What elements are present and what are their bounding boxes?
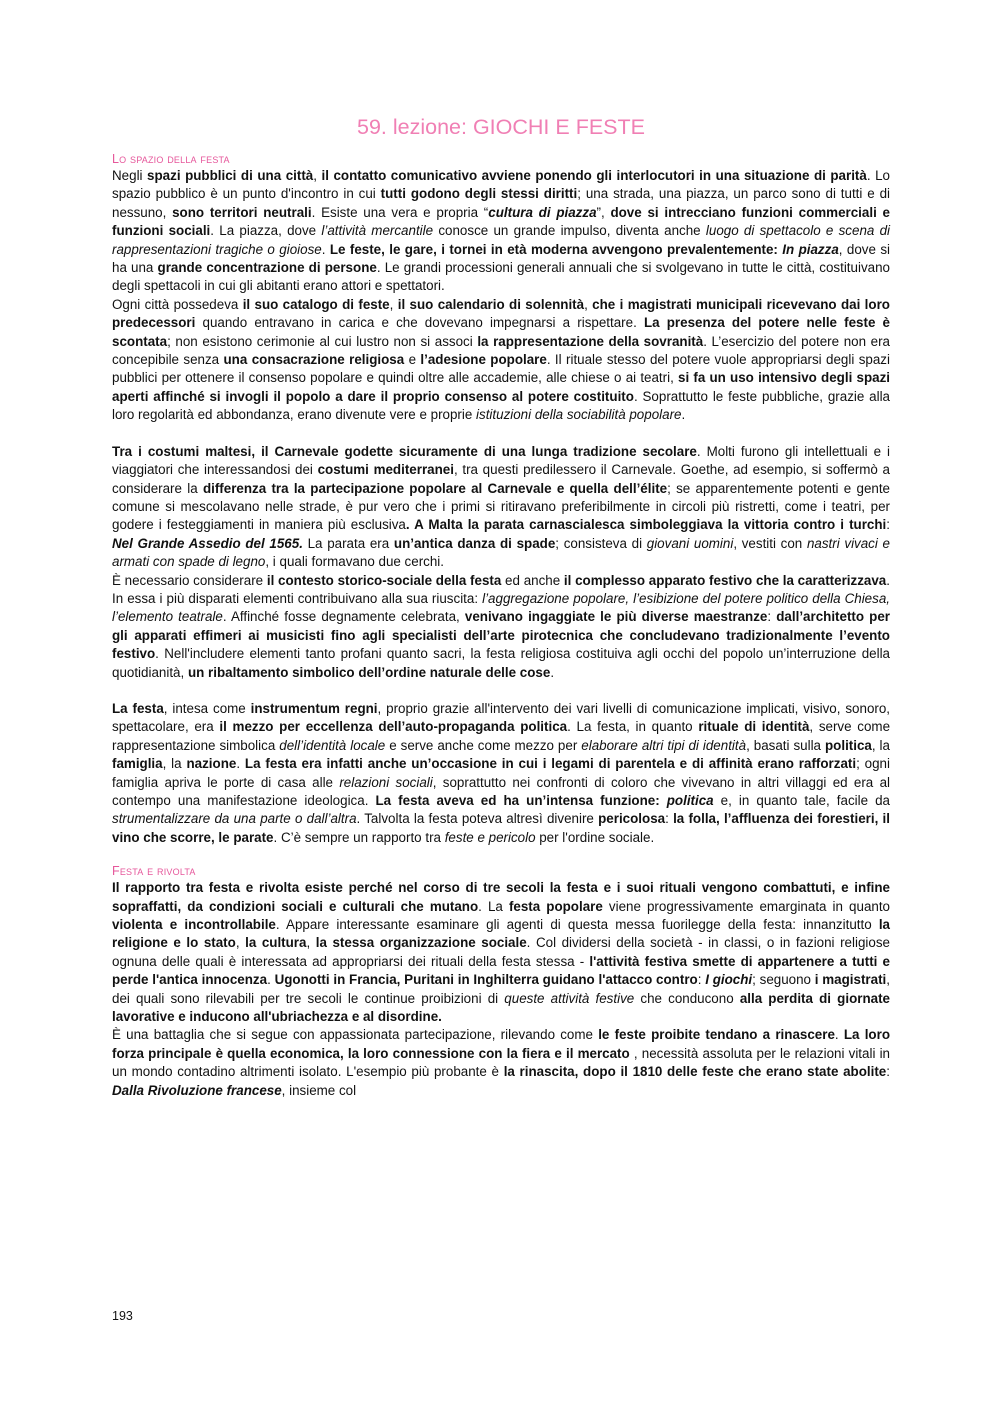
body-text: :	[665, 811, 674, 827]
body-text: , dei quali sono rilevabili per tre secoli le continue proibizioni di	[112, 972, 890, 1006]
document-body	[112, 151, 890, 1100]
body-text: :	[697, 972, 706, 988]
emphasis-text: alla perdita di giornate lavorative e inducono all'ubriachezza e al disordine.	[112, 990, 890, 1025]
body-text: , dove si ha una	[112, 241, 890, 276]
emphasis-text: un ribaltamento simbolico dell’ordine naturale delle cose	[187, 664, 551, 680]
body-text: conosce un grande impulso, diventa anche	[433, 223, 706, 239]
body-text: , la	[162, 756, 187, 772]
emphasis-text: grande concentrazione di persone	[157, 260, 377, 276]
body-text: ”,	[596, 204, 611, 220]
emphasis-text: La festa	[112, 700, 164, 716]
emphasis-text: Il rapporto tra festa e rivolta esiste perché nel corso di tre secoli la festa e i suoi rituali vengono combattuti, e infine sopraffatti, da condizioni sociali e culturali che mutano	[112, 880, 890, 914]
emphasis-text: la stessa organizzazione sociale	[315, 935, 527, 951]
body-text: :	[767, 609, 777, 625]
paragraph	[112, 572, 890, 682]
body-text: . La festa, in quanto	[567, 719, 699, 735]
emphasis-text: politica	[666, 793, 714, 808]
body-text: . Le grandi processioni generali annuali che si svolgevano in tutte le città, costituivano degli spettacoli in cui gli abitanti erano attori e spettatori.	[112, 260, 890, 294]
emphasis-text: instrumentum regni	[250, 700, 378, 716]
emphasis-text: la cultura	[245, 935, 307, 951]
body-text: . Talvolta la festa poteva altresì divenire	[356, 811, 599, 827]
body-text: :	[886, 517, 891, 533]
emphasis-text: un’antica danza di spade	[393, 535, 556, 551]
emphasis-text: i magistrati	[814, 972, 887, 988]
body-text: . Nell'includere elementi tanto profani quanto sacri, la festa religiosa costituiva agli occhi del popolo un’interruzione della quotidianità,	[112, 646, 890, 680]
emphasis-text: il suo catalogo di feste	[242, 296, 390, 312]
emphasis-text: dell’identità locale	[279, 737, 386, 753]
emphasis-text: la religione e lo stato	[112, 917, 890, 951]
emphasis-text: la rappresentazione della sovranità	[477, 333, 704, 349]
emphasis-text: istituzioni della sociabilità popolare	[476, 407, 682, 423]
emphasis-text: luogo di spettacolo e scena di rappresentazioni tragiche o gioiose	[112, 223, 891, 257]
emphasis-text: le feste proibite tendano a rinascere	[598, 1027, 835, 1043]
emphasis-text: Ugonotti in Francia, Puritani in Inghilterra guidano l'attacco contro	[274, 972, 698, 988]
emphasis-text: dall’architetto per gli apparati effimeri ai musicisti fino agli specialisti dell’arte pirotecnica che concludevano tradizionalmente l’evento festivo	[112, 609, 891, 662]
body-text: . Il rituale stesso del potere vuole appropriarsi degli spazi pubblici per ottenere il consenso popolare e quindi oltre alle accademie, alle chiese o ai teatri,	[112, 352, 890, 386]
body-text: Ogni città possedeva	[112, 296, 243, 312]
emphasis-text: feste e pericolo	[444, 829, 536, 845]
body-text: .	[834, 1027, 844, 1043]
body-text: che conducono	[634, 990, 740, 1006]
emphasis-text: l'attività festiva smette di appartenere a tutti e perde l'antica innocenza	[112, 953, 890, 988]
body-text: quando entravano in carica e che dovevano impegnarsi a rispettare.	[195, 315, 644, 331]
body-text: . Appare interessante esaminare gli agenti di questa messa fuorilegge della festa: innanzitutto	[275, 917, 879, 933]
body-text: , proprio grazie all'intervento dei vari livelli di comunicazione implicati, visivo, sonoro, spettacolare, era	[112, 700, 891, 735]
body-text: .	[550, 664, 555, 680]
emphasis-text: politica	[824, 737, 872, 753]
body-text: , soprattutto nei confronti di coloro che vivevano in altri villaggi ed era al contempo una manifestazione ideologica.	[112, 774, 890, 808]
emphasis-text: Le feste, le gare, i tornei in età moderna avvengono prevalentemente:	[329, 241, 783, 257]
emphasis-text: La festa era infatti anche un’occasione in cui i legami di parentela e di affinità erano rafforzati	[244, 756, 857, 772]
body-text: ; se apparentemente potenti e gente comune si mescolavano nelle strade, è pur vero che i primi si ritiravano preferibilmente in circoli più ristretti, come i teatri, per godere i festeggiamenti in maniera più esclusiva	[112, 480, 891, 533]
emphasis-text: queste attività festive	[504, 990, 635, 1006]
document-page	[112, 112, 890, 1100]
emphasis-text: che i magistrati municipali ricevevano dai loro predecessori	[112, 296, 890, 331]
emphasis-text: Tra i costumi maltesi, il Carnevale godette sicuramente di una lunga tradizione secolare	[112, 443, 697, 459]
body-text: , intesa come	[163, 700, 251, 716]
emphasis-text: tutti godono degli stessi diritti	[380, 186, 578, 202]
page-title: 59. lezione: GIOCHI E FESTE	[357, 115, 645, 139]
emphasis-text: La festa aveva ed ha un’intensa funzione:	[375, 793, 667, 808]
emphasis-text: spazi pubblici di una città	[147, 168, 314, 183]
emphasis-text: la folla, l’affluenza dei forestieri, il vino che scorre, le parate	[112, 811, 890, 845]
emphasis-text: strumentalizzare da una parte o dall’altra	[112, 811, 357, 827]
emphasis-text: nazione	[186, 756, 237, 772]
body-text: . Molti furono gli intellettuali e i viaggiatori che interessandosi dei	[112, 443, 890, 478]
emphasis-text: l’attività mercantile	[321, 223, 434, 239]
body-text: .	[321, 241, 330, 257]
paragraph	[112, 167, 890, 296]
emphasis-text: La loro forza principale è quella economica, la loro connessione con la fiera e il mercato	[112, 1027, 890, 1061]
body-text: ,	[235, 935, 246, 951]
body-text: ; una strada, una piazza, un parco sono di tutti e di nessuno,	[112, 186, 891, 220]
body-text: viene progressivamente emarginata in quanto	[602, 898, 891, 914]
emphasis-text: Dalla Rivoluzione francese	[112, 1082, 282, 1098]
body-text: , vestiti con	[733, 535, 807, 551]
body-text: ,	[584, 296, 593, 312]
body-text: , i quali formavano due cerchi.	[265, 554, 444, 570]
emphasis-text: La presenza del potere nelle feste è scontata	[112, 315, 890, 349]
body-text: , basati sulla	[746, 737, 825, 753]
body-text: . Soprattutto le feste pubbliche, grazie alla loro regolarità ed abbondanza, erano divenute vere e proprie	[112, 388, 890, 423]
body-text: per l'ordine sociale.	[535, 829, 655, 845]
emphasis-text: relazioni sociali	[339, 774, 433, 790]
body-text: ,	[389, 296, 398, 312]
emphasis-text: il contesto storico-sociale della festa	[266, 572, 502, 588]
body-text: :	[886, 1064, 890, 1080]
paragraph	[112, 879, 890, 1026]
emphasis-text: Nel Grande Assedio del 1565.	[112, 535, 303, 551]
body-text: . In essa i più disparati elementi contribuivano alla sua riuscita:	[112, 572, 890, 606]
body-text: .	[236, 756, 245, 772]
emphasis-text: il mezzo per eccellenza dell’auto-propaganda politica	[219, 719, 568, 735]
emphasis-text: una consacrazione religiosa	[223, 352, 405, 368]
body-text: , la	[871, 737, 890, 753]
emphasis-text: festa popolare	[508, 898, 603, 914]
body-text: , necessità assoluta per le relazioni vitali in un mondo contadino altrimenti isolato. L'esempio più probante è	[112, 1045, 890, 1080]
body-text: . Esiste una vera e propria “	[311, 204, 489, 220]
emphasis-text: il suo calendario di solennità	[397, 296, 585, 312]
body-text: Negli	[112, 168, 148, 183]
emphasis-text: violenta e incontrollabile	[112, 917, 276, 933]
body-text: , serve come rappresentazione simbolica	[112, 719, 891, 753]
emphasis-text: l’adesione popolare	[420, 352, 547, 368]
emphasis-text: dove si intrecciano funzioni commerciali e funzioni sociali	[112, 204, 890, 239]
body-text: e	[404, 352, 421, 368]
emphasis-text: sono territori neutrali	[172, 204, 312, 220]
body-text: . C’è sempre un rapporto tra	[273, 829, 445, 845]
body-text: ; seguono	[752, 972, 815, 988]
body-text: ed anche	[501, 572, 564, 588]
emphasis-text: venivano ingaggiate le più diverse maestranze	[464, 609, 768, 625]
emphasis-text: rituale di identità	[698, 719, 810, 735]
body-text: e, in quanto tale, facile da	[713, 793, 890, 808]
emphasis-text: differenza tra la partecipazione popolare al Carnevale e quella dell’élite	[202, 480, 668, 496]
emphasis-text: In piazza	[782, 241, 839, 257]
page-number: 193	[112, 1309, 133, 1323]
body-text: ; ogni famiglia apriva le porte di casa alle	[112, 756, 890, 790]
emphasis-text: si fa un uso intensivo degli spazi aperti affinché si invogli il popolo a dare il proprio consenso al potere costituito	[112, 370, 890, 404]
paragraph-gap	[112, 425, 890, 443]
section-gap	[112, 847, 890, 863]
emphasis-text: nastri vivaci e armati con spade di legno	[112, 535, 890, 570]
body-text: . Col dividersi della società - in classi, o in fazioni religiose ognuna delle quali è interessata ad appropriarsi dei rituali della festa stessa -	[112, 935, 890, 969]
emphasis-text: pericolosa	[598, 811, 666, 827]
body-text: .	[681, 407, 686, 423]
body-text: La parata era	[302, 535, 394, 551]
body-text: . Lo spazio pubblico è un punto d'incontro in cui	[112, 168, 890, 202]
emphasis-text: l’aggregazione popolare, l’esibizione del potere politico della Chiesa, l’elemento teatrale	[112, 590, 890, 625]
body-text: , tra questi predilessero il Carnevale. Goethe, ad esempio, si soffermò a considerare la	[112, 462, 890, 496]
emphasis-text: costumi mediterranei	[317, 462, 454, 478]
body-text: .	[267, 972, 275, 988]
emphasis-text: cultura di piazza	[488, 204, 597, 220]
paragraph	[112, 700, 890, 847]
paragraph	[112, 1026, 890, 1100]
body-text: , insieme col	[281, 1082, 357, 1098]
body-text: . La piazza, dove	[210, 223, 322, 239]
emphasis-text: famiglia	[112, 756, 163, 772]
body-text: ; non esistono cerimonie al cui lustro non si associ	[167, 333, 478, 349]
body-text: . La	[478, 898, 509, 914]
emphasis-text: giovani uomini	[646, 535, 734, 551]
paragraph	[112, 296, 890, 425]
emphasis-text: . A Malta la parata carnascialesca simboleggiava la vittoria contro i turchi	[405, 517, 887, 533]
emphasis-text: I giochi	[705, 972, 753, 988]
body-text: . L’esercizio del potere non era concepibile senza	[112, 333, 890, 368]
body-text: ,	[313, 168, 322, 183]
body-text: ,	[306, 935, 316, 951]
body-text: e serve anche come mezzo per	[385, 737, 582, 753]
emphasis-text: il complesso apparato festivo che la caratterizzava	[563, 572, 887, 588]
emphasis-text: la rinascita, dopo il 1810 delle feste che erano state abolite	[503, 1064, 887, 1080]
body-text: . Affinché fosse degnamente celebrata,	[222, 609, 465, 625]
section-heading: Festa e rivolta	[112, 864, 196, 879]
body-text: È una battaglia che si segue con appassionata partecipazione, rilevando come	[112, 1027, 599, 1043]
emphasis-text: elaborare altri tipi di identità	[581, 737, 747, 753]
section-heading: Lo spazio della festa	[112, 152, 230, 166]
paragraph-gap	[112, 682, 890, 700]
emphasis-text: il contatto comunicativo avviene ponendo gli interlocutori in una situazione di parità	[321, 168, 867, 183]
body-text: È necessario considerare	[112, 572, 267, 588]
body-text: ; consisteva di	[555, 535, 647, 551]
paragraph	[112, 443, 890, 572]
